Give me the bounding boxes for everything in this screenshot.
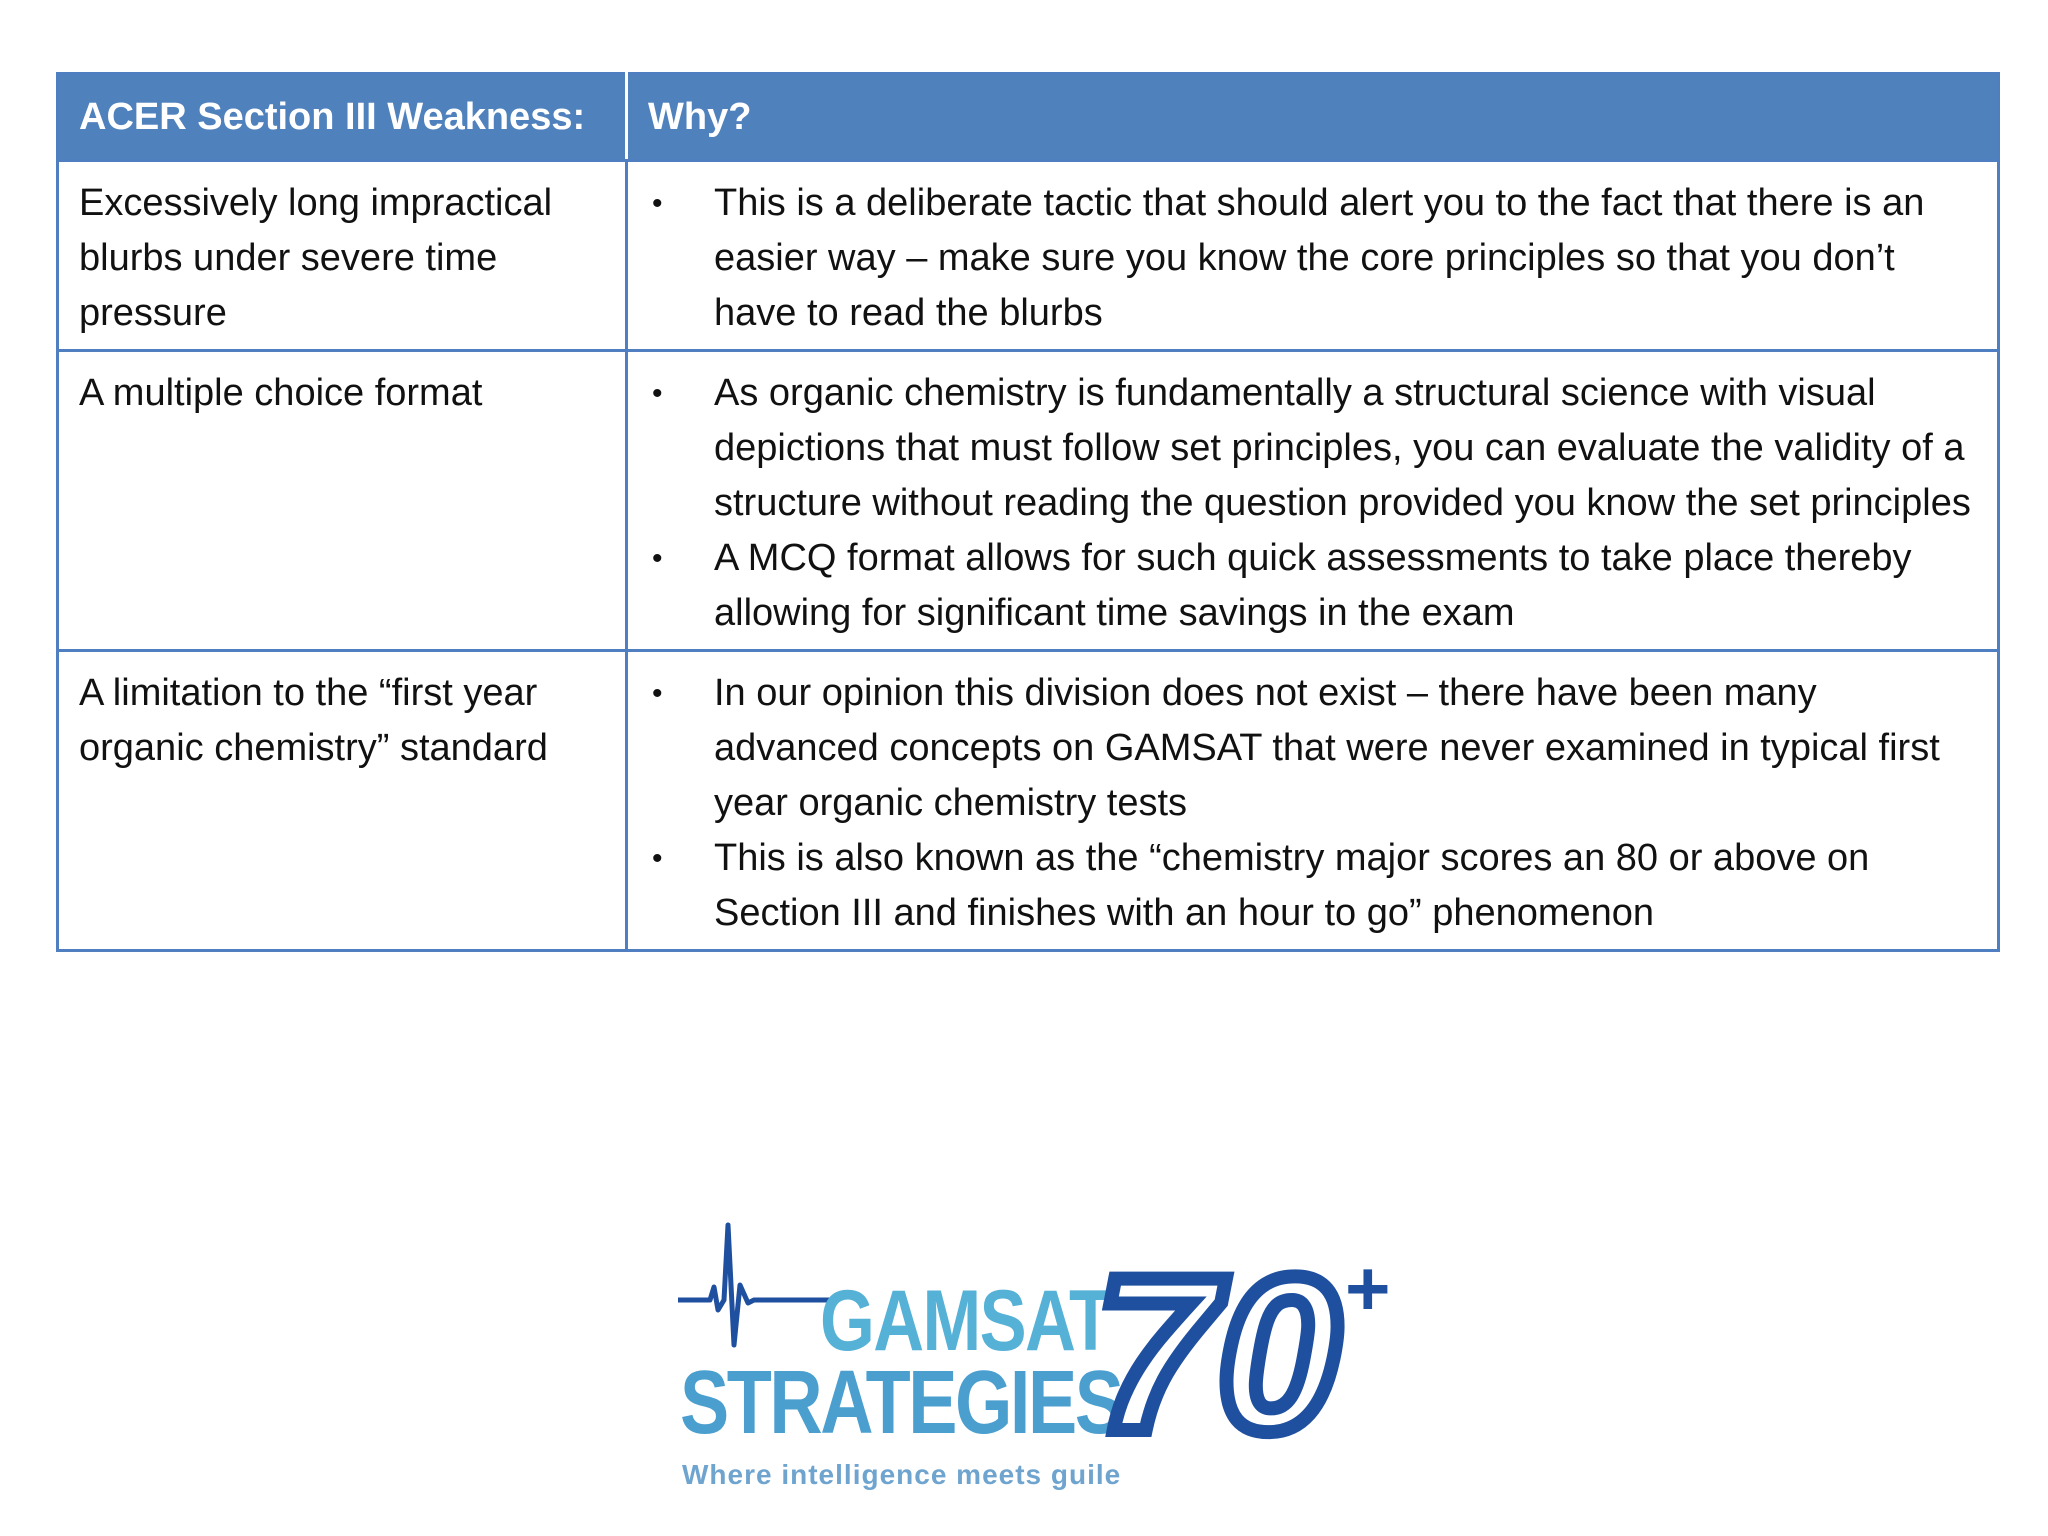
weakness-table — [56, 72, 2000, 952]
logo-number-text: 70 — [1095, 1245, 1340, 1475]
header-weakness: ACER Section III Weakness: — [58, 74, 627, 161]
why-list — [648, 366, 1977, 641]
why-list — [648, 666, 1977, 941]
list-item — [648, 666, 1977, 831]
logo-number-70 — [1095, 1245, 1395, 1475]
bullet-icon: • — [652, 377, 663, 410]
weakness-cell: A multiple choice format — [58, 351, 627, 651]
table-header-row — [58, 74, 1999, 161]
logo-plus-text: + — [1345, 1245, 1391, 1332]
why-list — [648, 176, 1977, 341]
weakness-cell: Excessively long impractical blurbs under severe time pressure — [58, 161, 627, 351]
weakness-cell: A limitation to the “first year organic chemistry” standard — [58, 651, 627, 951]
logo-line2: STRATEGIES — [680, 1353, 1122, 1453]
list-item — [648, 366, 1977, 531]
list-item — [648, 831, 1977, 941]
bullet-text: This is also known as the “chemistry major scores an 80 or above on Section III and finishes with an hour to go” phenomenon — [714, 837, 1870, 934]
header-why: Why? — [627, 74, 1999, 161]
list-item — [648, 176, 1977, 341]
bullet-text: This is a deliberate tactic that should alert you to the fact that there is an easier way – make sure you know the core principles so that you don’t have to read the blurbs — [714, 182, 1925, 334]
table-row — [58, 161, 1999, 351]
gamsat-strategies-logo — [670, 1215, 1390, 1505]
bullet-icon: • — [652, 842, 663, 875]
table-row — [58, 651, 1999, 951]
bullet-text: As organic chemistry is fundamentally a structural science with visual depictions that must follow set principles, you can evaluate the validity of a structure without reading the question provided you know the set principles — [714, 372, 1971, 524]
logo-tagline: Where intelligence meets guile — [682, 1459, 1122, 1490]
why-cell — [627, 351, 1999, 651]
bullet-icon: • — [652, 677, 663, 710]
logo-line1: GAMSAT — [820, 1273, 1111, 1369]
why-cell — [627, 651, 1999, 951]
bullet-icon: • — [652, 187, 663, 220]
list-item — [648, 531, 1977, 641]
bullet-text: A MCQ format allows for such quick assessments to take place thereby allowing for significant time savings in the exam — [714, 537, 1912, 634]
bullet-text: In our opinion this division does not exist – there have been many advanced concepts on GAMSAT that were never examined in typical first year organic chemistry tests — [714, 672, 1940, 824]
why-cell — [627, 161, 1999, 351]
bullet-icon: • — [652, 542, 663, 575]
table-row — [58, 351, 1999, 651]
